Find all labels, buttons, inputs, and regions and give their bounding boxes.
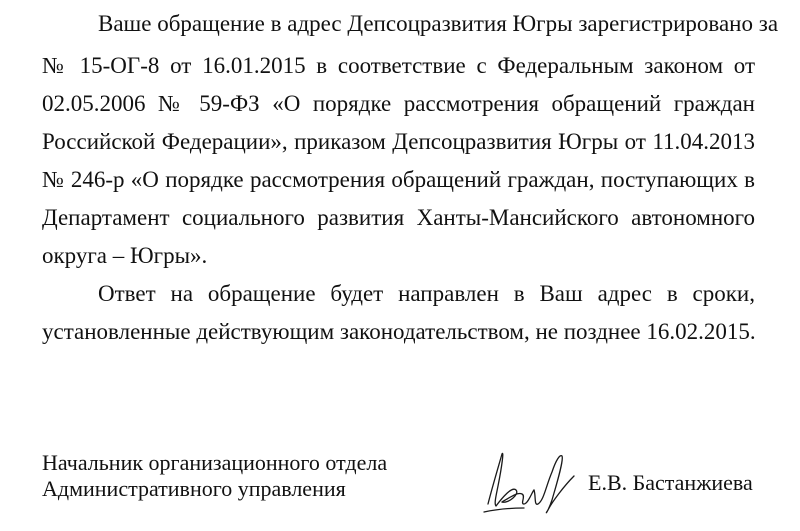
signer-position-line-2: Административного управления (42, 476, 346, 501)
signer-name: Е.В. Бастанжиева (588, 470, 753, 495)
paragraph1-line-4: Российской Федерации», приказом Депсоцразвития Югры от 11.04.2013 (42, 129, 755, 154)
handwritten-signature (478, 446, 583, 526)
paragraph2-line-1: Ответ на обращение будет направлен в Ваш адрес в сроки, (98, 281, 755, 306)
paragraph1-line-7: округа – Югры». (42, 243, 208, 268)
paragraph1-line-2: № 15-ОГ-8 от 16.01.2015 в соответствие с Федеральным законом от (42, 53, 755, 78)
paragraph1-line-6: Департамент социального развития Ханты-Мансийского автономного (42, 205, 755, 230)
signer-position-line-1: Начальник организационного отдела (42, 450, 388, 475)
paragraph1-line-5: № 246-р «О порядке рассмотрения обращений граждан, поступающих в (42, 167, 755, 192)
paragraph1-line-1: Ваше обращение в адрес Депсоцразвития Югры зарегистрировано за (98, 11, 779, 36)
paragraph1-line-3: 02.05.2006 № 59-ФЗ «О порядке рассмотрения обращений граждан (42, 91, 755, 116)
paragraph2-line-2: установленные действующим законодательством, не позднее 16.02.2015. (42, 319, 756, 344)
